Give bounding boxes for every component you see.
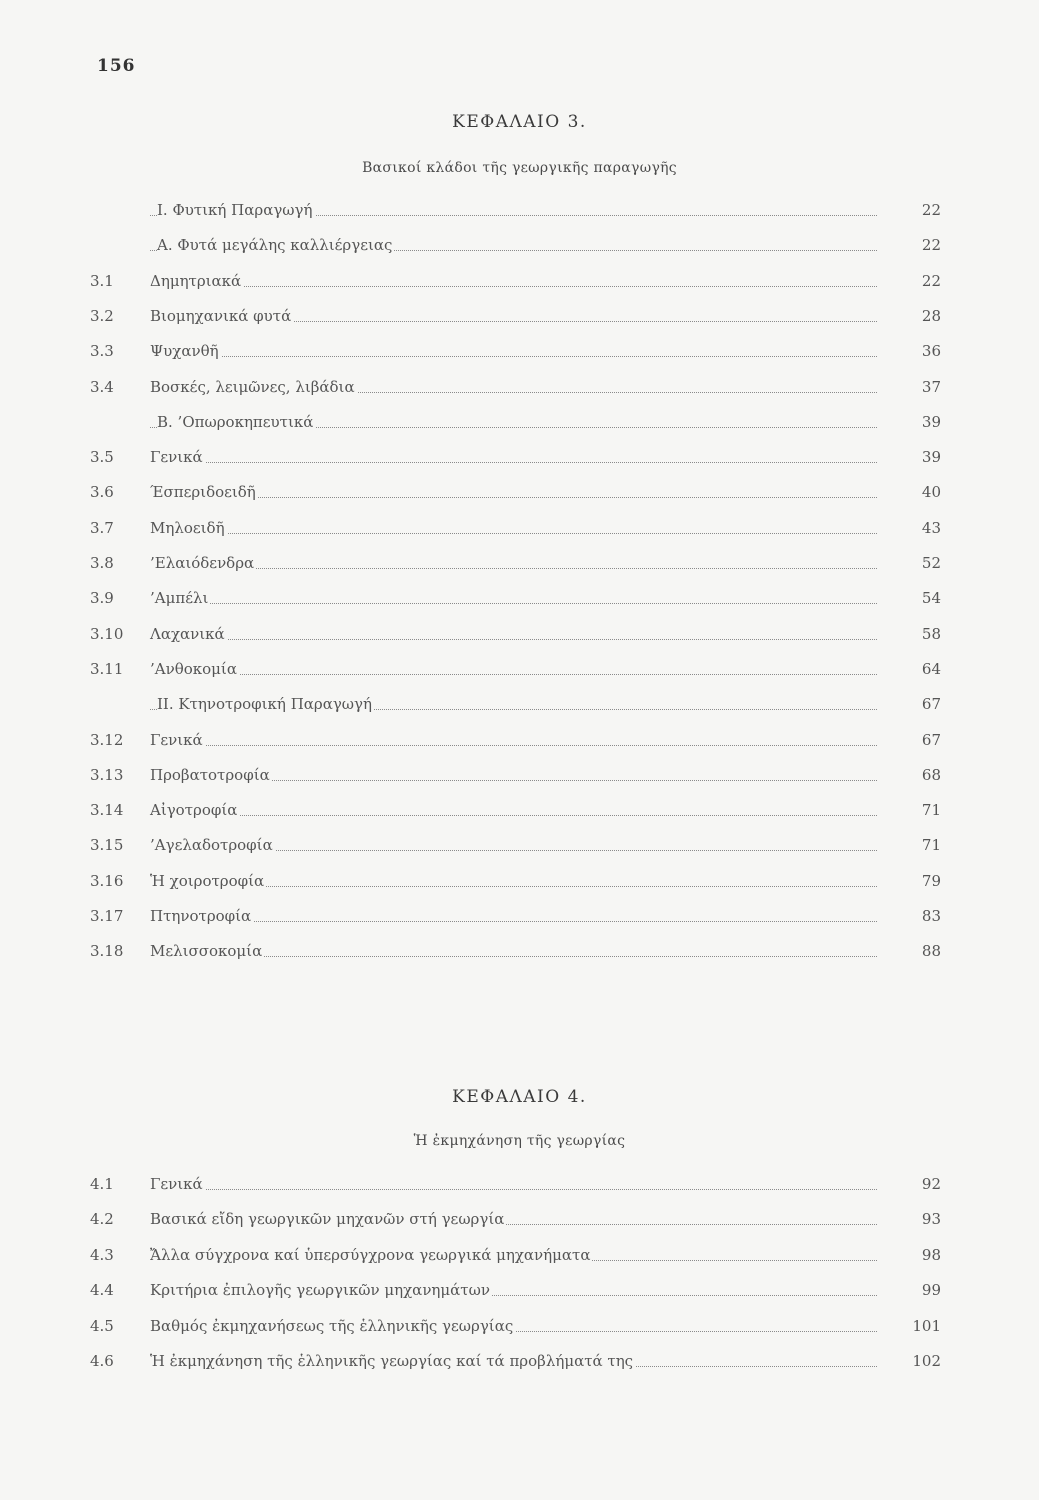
toc-entry-title: II. Κτηνοτροφική Παραγωγή [157,695,372,714]
toc-leader-dots [150,639,877,640]
toc-entry [0,236,1039,260]
toc-entry [0,801,1039,825]
toc-entry-title: Βοσκές, λειμῶνες, λιβάδια [150,377,355,396]
toc-entry [0,378,1039,402]
toc-leader-dots [150,674,877,675]
toc-entry-title: Α. Φυτά μεγάλης καλλιέργειας [157,236,393,255]
toc-entry [0,342,1039,366]
toc-leader-dots [150,497,877,498]
toc-entry [0,272,1039,296]
toc-entry-title: Μελισσοκομία [150,942,263,961]
toc-entry [0,942,1039,966]
toc-entry-number: 4.2 [90,1210,114,1229]
toc-entry [0,1317,1039,1341]
toc-entry-title: Γενικά [150,1175,203,1193]
chapter-3-title: ΚΕΦΑΛΑΙΟ 3. [452,112,587,132]
toc-entry-title: Βασικά εἴδη γεωργικῶν μηχανῶν στή γεωργία [150,1210,505,1229]
toc-entry-title: Ἡ ἐκμηχάνηση τῆς ἑλληνικῆς γεωργίας καί τά προβλήματά της [150,1352,634,1370]
toc-entry [0,1281,1039,1305]
toc-entry-number: 4.3 [90,1245,114,1264]
toc-entry [0,483,1039,507]
toc-entry [0,872,1039,896]
toc-entry-number: 3.18 [90,942,124,961]
toc-entry-title: Λαχανικά [150,624,225,643]
toc-entry-number: 3.10 [90,624,124,643]
toc-entry-page: 54 [921,589,941,608]
toc-entry-number: 3.17 [90,907,124,925]
toc-entry-page: 58 [921,624,941,643]
toc-entry [0,307,1039,331]
toc-entry-number: 3.8 [90,554,114,572]
toc-entry-page: 22 [921,271,941,290]
toc-entry [0,731,1039,755]
toc-entry-number: 3.1 [90,271,114,290]
toc-entry [0,1352,1039,1376]
toc-entry-page: 79 [921,871,941,890]
toc-entry [0,766,1039,790]
toc-entry [0,413,1039,437]
toc-entry [0,554,1039,578]
toc-entry-page: 43 [921,518,941,537]
toc-entry-title: ’Αμπέλι [150,589,209,608]
toc-entry-page: 102 [912,1352,941,1370]
toc-entry [0,625,1039,649]
toc-entry-title: I. Φυτική Παραγωγή [157,201,313,219]
toc-entry-number: 4.5 [90,1316,114,1335]
toc-leader-dots [150,286,877,287]
toc-entry-number: 4.4 [90,1281,114,1300]
toc-leader-dots [150,356,877,357]
toc-entry-page: 52 [921,554,941,572]
toc-leader-dots [150,815,877,816]
toc-entry-number: 3.14 [90,801,124,820]
toc-entry-page: 98 [921,1245,941,1264]
toc-entry-page: 92 [921,1175,941,1193]
toc-entry-number: 3.6 [90,483,114,502]
toc-leader-dots [150,462,877,463]
toc-entry-title: Βαθμός ἐκμηχανήσεως τῆς ἑλληνικῆς γεωργίας [150,1316,514,1335]
toc-entry-page: 22 [921,201,941,219]
toc-entry-number: 3.3 [90,342,114,361]
toc-entry-number: 3.4 [90,377,114,396]
toc-entry [0,660,1039,684]
toc-entry-title: Κριτήρια ἐπιλογῆς γεωργικῶν μηχανημάτων [150,1281,490,1300]
toc-entry-number: 3.11 [90,659,124,678]
toc-entry-page: 28 [921,306,941,325]
toc-entry [0,836,1039,860]
toc-entry-number: 3.2 [90,306,114,325]
toc-entry-page: 71 [921,836,941,855]
toc-entry-title: Δημητριακά [150,271,242,290]
toc-entry-page: 93 [921,1210,941,1229]
toc-entry-page: 37 [921,377,941,396]
toc-entry-title: Μηλοειδῆ [150,518,225,537]
toc-entry-page: 67 [921,730,941,749]
toc-entry-number: 3.9 [90,589,114,608]
toc-entry-page: 39 [921,448,941,467]
toc-leader-dots [150,603,877,604]
toc-entry-title: Ψυχανθῆ [150,342,219,361]
toc-entry-page: 101 [912,1316,941,1335]
toc-entry-page: 36 [921,342,941,361]
toc-leader-dots [150,533,877,534]
toc-entry-number: 3.15 [90,836,124,855]
toc-entry [0,907,1039,931]
chapter-4-title: ΚΕΦΑΛΑΙΟ 4. [452,1087,587,1107]
toc-entry-page: 99 [921,1281,941,1300]
toc-entry-title: Ἄλλα σύγχρονα καί ὑπερσύγχρονα γεωργικά μηχανήματα [150,1245,591,1264]
toc-leader-dots [150,921,877,922]
toc-entry [0,1246,1039,1270]
toc-entry [0,519,1039,543]
toc-entry-title: Έσπεριδοειδῆ [150,483,256,502]
toc-entry [0,589,1039,613]
toc-entry [0,695,1039,719]
chapter-3-subtitle: Βασικοί κλάδοι τῆς γεωργικῆς παραγωγῆς [362,160,677,176]
toc-entry-number: 4.6 [90,1352,114,1370]
toc-entry-title: Προβατοτροφία [150,765,270,784]
toc-entry [0,448,1039,472]
toc-entry-page: 88 [921,942,941,961]
toc-entry-title: Β. ’Οπωροκηπευτικά [157,412,314,431]
toc-entry-title: ’Αγελαδοτροφία [150,836,273,855]
toc-entry-page: 64 [921,659,941,678]
toc-entry-title: Πτηνοτροφία [150,907,252,925]
toc-entry-title: ’Ανθοκομία [150,659,237,678]
chapter-4-subtitle: Ἡ ἐκμηχάνηση τῆς γεωργίας [413,1133,626,1149]
toc-leader-dots [150,745,877,746]
toc-entry-page: 83 [921,907,941,925]
toc-entry [0,201,1039,225]
toc-entry-title: Αἰγοτροφία [150,801,238,820]
toc-entry-title: Βιομηχανικά φυτά [150,306,292,325]
toc-entry-number: 3.5 [90,448,114,467]
toc-entry-number: 3.7 [90,518,114,537]
toc-entry-title: Γενικά [150,448,203,467]
toc-entry-title: ’Ελαιόδενδρα [150,554,255,572]
toc-entry-number: 3.13 [90,765,124,784]
toc-entry-page: 22 [921,236,941,255]
toc-entry-number: 4.1 [90,1175,114,1193]
toc-entry-page: 68 [921,765,941,784]
toc-entry-title: Ἡ χοιροτροφία [150,871,265,890]
toc-leader-dots [150,568,877,569]
toc-entry-number: 3.16 [90,871,124,890]
toc-entry-number: 3.12 [90,730,124,749]
toc-entry-page: 39 [921,412,941,431]
toc-entry-page: 71 [921,801,941,820]
toc-entry-title: Γενικά [150,730,203,749]
toc-entry [0,1210,1039,1234]
toc-leader-dots [150,1189,877,1190]
toc-entry-page: 67 [921,695,941,714]
toc-entry [0,1175,1039,1199]
toc-entry-page: 40 [921,483,941,502]
page-number: 156 [97,56,136,76]
